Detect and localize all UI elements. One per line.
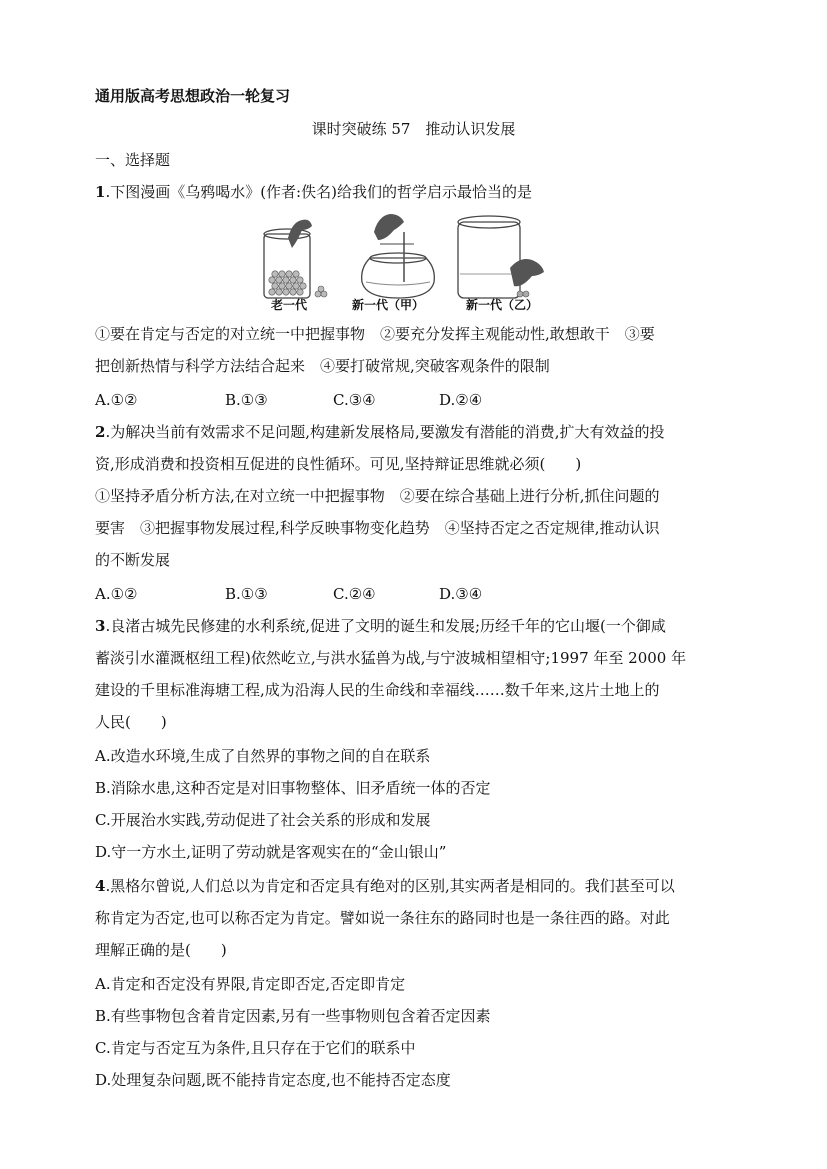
option-d[interactable]: D.守一方水土,证明了劳动就是客观实在的“金山银山” bbox=[95, 843, 447, 861]
option-b[interactable]: B.①③ bbox=[225, 391, 268, 409]
question-number: 3 bbox=[95, 617, 106, 635]
option-c[interactable]: C.③④ bbox=[333, 391, 376, 409]
question-text: .为解决当前有效需求不足问题,构建新发展格局,要激发有潜能的消费,扩大有效益的投 bbox=[105, 423, 665, 441]
caption-new-generation-b: 新一代（乙） bbox=[466, 298, 539, 312]
option-a[interactable]: A.改造水环境,生成了自然界的事物之间的自在联系 bbox=[95, 747, 431, 765]
question-4-line-2: 称肯定为否定,也可以称否定为肯定。譬如说一条往东的路同时也是一条往西的路。对此 bbox=[95, 909, 670, 927]
question-number: 1 bbox=[95, 183, 106, 201]
question-3-line-1 bbox=[95, 616, 666, 636]
option-a[interactable]: A.①② bbox=[95, 585, 138, 603]
section-heading: 一、选择题 bbox=[95, 151, 171, 169]
question-1-stem bbox=[95, 182, 532, 202]
option-d[interactable]: D.②④ bbox=[439, 391, 483, 409]
option-b[interactable]: B.①③ bbox=[225, 585, 268, 603]
option-b[interactable]: B.有些事物包含着肯定因素,另有一些事物则包含着否定因素 bbox=[95, 1007, 491, 1025]
option-c[interactable]: C.②④ bbox=[333, 585, 376, 603]
question-2-line-5: 的不断发展 bbox=[95, 551, 171, 569]
page-title: 课时突破练 57 推动认识发展 bbox=[311, 120, 516, 138]
question-number: 4 bbox=[95, 877, 106, 895]
question-3-line-3: 建设的千里标准海塘工程,成为沿海人民的生命线和幸福线……数千年来,这片土地上的 bbox=[95, 681, 660, 699]
option-c[interactable]: C.开展治水实践,劳动促进了社会关系的形成和发展 bbox=[95, 811, 431, 829]
question-1-line-1: ①要在肯定与否定的对立统一中把握事物 ②要充分发挥主观能动性,敢想敢干 ③要 bbox=[95, 325, 655, 343]
option-a[interactable]: A.肯定和否定没有界限,肯定即否定,否定即肯定 bbox=[95, 975, 406, 993]
caption-new-generation-a: 新一代（甲） bbox=[352, 298, 425, 312]
question-3-line-4: 人民( ) bbox=[95, 713, 167, 731]
question-number: 2 bbox=[95, 423, 106, 441]
question-2-line-4: 要害 ③把握事物发展过程,科学反映事物变化趋势 ④坚持否定之否定规律,推动认识 bbox=[95, 519, 660, 537]
option-c[interactable]: C.肯定与否定互为条件,且只存在于它们的联系中 bbox=[95, 1039, 416, 1057]
jar-new-generation-b-icon bbox=[458, 216, 544, 298]
question-text: .黑格尔曾说,人们总以为肯定和否定具有绝对的区别,其实两者是相同的。我们甚至可以 bbox=[105, 877, 675, 895]
option-b[interactable]: B.消除水患,这种否定是对旧事物整体、旧矛盾统一体的否定 bbox=[95, 779, 491, 797]
question-1-line-2: 把创新热情与科学方法结合起来 ④要打破常规,突破客观条件的限制 bbox=[95, 357, 550, 375]
jar-new-generation-a-icon bbox=[362, 214, 435, 298]
option-d[interactable]: D.处理复杂问题,既不能持肯定态度,也不能持否定态度 bbox=[95, 1071, 451, 1089]
question-4-line-1 bbox=[95, 876, 675, 896]
question-2-line-3: ①坚持矛盾分析方法,在对立统一中把握事物 ②要在综合基础上进行分析,抓住问题的 bbox=[95, 487, 660, 505]
question-3-line-2: 蓄淡引水灌溉枢纽工程)依然屹立,与洪水猛兽为战,与宁波城相望相守;1997 年至 2000 年 bbox=[95, 649, 687, 667]
caption-old-generation: 老一代 bbox=[271, 298, 308, 312]
question-2-line-2: 资,形成消费和投资相互促进的良性循环。可见,坚持辩证思维就必须( ) bbox=[95, 455, 582, 473]
question-text: .良渚古城先民修建的水利系统,促进了文明的诞生和发展;历经千年的它山堰(一个御咸 bbox=[105, 617, 666, 635]
document-header: 通用版高考思想政治一轮复习 bbox=[95, 87, 291, 105]
option-d[interactable]: D.③④ bbox=[439, 585, 483, 603]
question-4-line-3: 理解正确的是( ) bbox=[95, 941, 227, 959]
option-a[interactable]: A.①② bbox=[95, 391, 138, 409]
question-2-line-1 bbox=[95, 422, 665, 442]
question-text: .下图漫画《乌鸦喝水》(作者:佚名)给我们的哲学启示最恰当的是 bbox=[105, 183, 532, 201]
jar-old-generation-icon bbox=[264, 220, 327, 298]
